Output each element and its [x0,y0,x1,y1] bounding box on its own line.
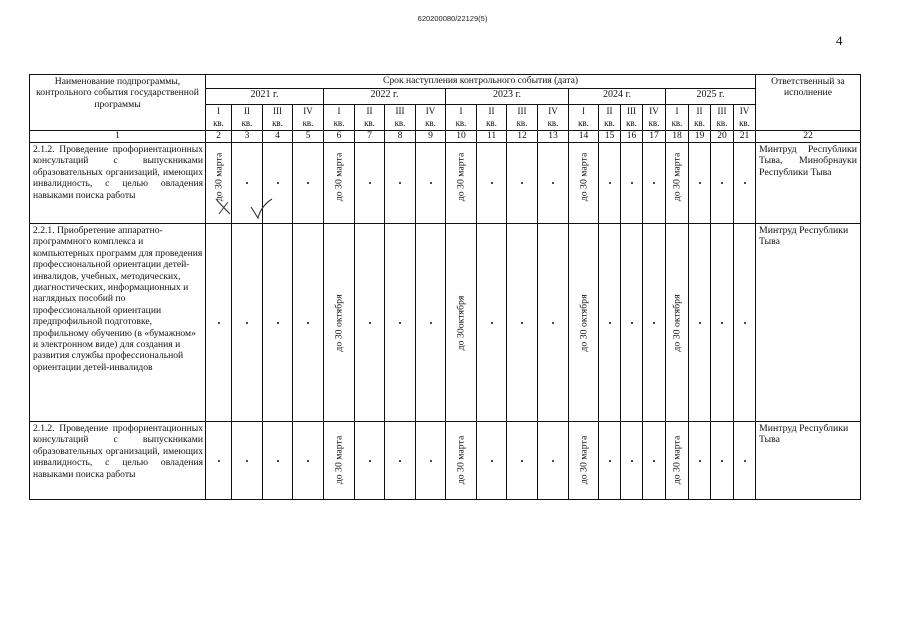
column-number: 8 [385,131,416,143]
empty-period-cell [206,422,232,500]
quarter-roman: II [488,106,495,116]
quarter-kv: кв. [648,118,660,128]
deadline-cell [666,224,689,422]
dash-mark [399,460,401,462]
deadline-cell [446,224,477,422]
quarter-kv: кв. [272,118,283,128]
empty-period-cell [734,422,756,500]
empty-period-cell [538,224,569,422]
header-quarter [734,105,756,131]
empty-period-cell [385,224,416,422]
empty-period-cell [477,143,507,224]
empty-period-cell [599,224,621,422]
deadline-text: до 30 октября [333,293,345,352]
empty-period-cell [232,224,263,422]
empty-period-cell [232,422,263,500]
header-quarter [599,105,621,131]
quarter-roman: I [675,106,679,116]
quarter-kv: кв. [626,118,637,128]
deadline-cell [446,143,477,224]
quarter-kv: кв. [213,118,224,128]
dash-mark [521,182,523,184]
header-quarter [569,105,599,131]
empty-period-cell [206,224,232,422]
column-number: 22 [756,131,861,143]
dash-mark [653,322,655,324]
event-name: 2.2.1. Приобретение аппаратно-программного комплекса и компьютерных программ для проведения профессиональной ориентации детей-инвалидов, учебных, методических, диагностических, информационных и наглядных пособий по профессиональной ориентации предпрофильной подготовке, профильному обучению (в «бумажном» и электронном виде) для создания и развития службы профессиональной ориентации детей-инвалидов [30,224,206,422]
dash-mark [399,322,401,324]
header-quarter [232,105,263,131]
quarter-kv: кв. [394,118,406,128]
empty-period-cell [711,143,734,224]
empty-period-cell [689,143,711,224]
deadline-cell [569,143,599,224]
dash-mark [721,460,723,462]
header-year: 2024 г. [569,89,666,105]
dash-mark [521,460,523,462]
empty-period-cell [538,143,569,224]
dash-mark [430,460,432,462]
header-quarter [621,105,643,131]
dash-mark [246,182,248,184]
quarter-kv: кв. [739,118,750,128]
header-responsible: Ответственный за исполнение [756,75,861,131]
quarter-kv: кв. [578,118,589,128]
empty-period-cell [416,224,446,422]
column-number: 9 [416,131,446,143]
empty-period-cell [416,143,446,224]
deadline-cell [666,422,689,500]
column-number: 7 [355,131,385,143]
dash-mark [369,322,371,324]
column-number: 3 [232,131,263,143]
quarter-kv: кв. [694,118,705,128]
page-number: 4 [836,33,843,48]
empty-period-cell [711,422,734,500]
handwritten-strike-icon [214,196,240,218]
dash-mark [430,322,432,324]
header-quarter [538,105,569,131]
header-quarter [293,105,324,131]
empty-period-cell [293,143,324,224]
empty-period-cell [355,422,385,500]
header-name: Наименование подпрограммы, контрольного события государственной программы [30,75,206,131]
deadline-text: до 30 марта [671,152,683,202]
quarter-roman: IV [303,106,313,116]
header-quarter [263,105,293,131]
column-number: 5 [293,131,324,143]
header-quarter [324,105,355,131]
quarter-kv: кв. [716,118,728,128]
dash-mark [491,322,493,324]
column-number: 4 [263,131,293,143]
empty-period-cell [621,143,643,224]
empty-period-cell [355,143,385,224]
column-number: 19 [689,131,711,143]
column-number: 12 [507,131,538,143]
handwritten-checkmark-icon [248,198,288,224]
header-quarter [416,105,446,131]
dash-mark [277,182,279,184]
dash-mark [491,182,493,184]
quarter-roman: III [273,106,282,116]
quarter-kv: кв. [425,118,436,128]
dash-mark [369,182,371,184]
deadline-text: до 30 марта [333,435,345,485]
control-events-table [29,74,861,500]
quarter-roman: III [627,106,636,116]
empty-period-cell [293,422,324,500]
dash-mark [631,182,633,184]
empty-period-cell [507,422,538,500]
dash-mark [277,322,279,324]
dash-mark [307,182,309,184]
dash-mark [744,322,746,324]
header-period: Срок наступления контрольного события (дата) [206,75,756,89]
deadline-text: до 30 марта [212,152,224,202]
quarter-roman: I [459,106,463,116]
quarter-roman: III [395,106,405,116]
empty-period-cell [643,422,666,500]
empty-period-cell [643,143,666,224]
deadline-text: до 30октября [455,295,467,350]
dash-mark [430,182,432,184]
column-number: 13 [538,131,569,143]
event-name: 2.1.2. Проведение профориентационных консультаций с выпускниками образовательных организаций, имеющих инвалидность, с целью овладения навыками поиска работы [30,143,206,224]
quarter-roman: IV [649,106,659,116]
dash-mark [307,322,309,324]
deadline-text: до 30 марта [577,435,589,485]
deadline-cell [666,143,689,224]
column-number: 16 [621,131,643,143]
event-name: 2.1.2. Проведение профориентационных консультаций с выпускниками образовательных организаций, имеющих инвалидность, с целью овладения навыками поиска работы [30,422,206,500]
deadline-text: до 30 марта [671,435,683,485]
empty-period-cell [507,224,538,422]
empty-period-cell [599,422,621,500]
dash-mark [307,460,309,462]
quarter-roman: II [244,106,250,116]
empty-period-cell [621,422,643,500]
empty-period-cell [711,224,734,422]
column-number: 15 [599,131,621,143]
deadline-text: до 30 марта [455,435,467,485]
quarter-roman: II [696,106,703,116]
dash-mark [744,460,746,462]
quarter-kv: кв. [486,118,497,128]
dash-mark [631,322,633,324]
header-quarter [643,105,666,131]
dash-mark [699,322,701,324]
deadline-cell [324,422,355,500]
empty-period-cell [385,422,416,500]
column-number: 21 [734,131,756,143]
dash-mark [521,322,523,324]
deadline-text: до 30 марта [455,152,467,202]
header-quarter [507,105,538,131]
header-year: 2022 г. [324,89,446,105]
dash-mark [609,322,611,324]
deadline-text: до 30 октября [577,293,589,352]
responsible-cell: Минтруд Республики Тыва [756,422,861,500]
quarter-roman: I [217,106,220,116]
dash-mark [399,182,401,184]
dash-mark [246,460,248,462]
deadline-cell [324,224,355,422]
deadline-text: до 30 октября [671,293,683,352]
quarter-roman: IV [425,106,436,116]
header-quarter [689,105,711,131]
quarter-roman: IV [739,106,750,116]
empty-period-cell [538,422,569,500]
empty-period-cell [689,422,711,500]
deadline-text: до 30 марта [577,152,589,202]
dash-mark [491,460,493,462]
deadline-cell [569,422,599,500]
quarter-kv: кв. [333,118,345,128]
quarter-kv: кв. [604,118,615,128]
empty-period-cell [734,224,756,422]
empty-period-cell [263,422,293,500]
quarter-kv: кв. [364,118,375,128]
column-number: 2 [206,131,232,143]
empty-period-cell [621,224,643,422]
empty-period-cell [477,224,507,422]
empty-period-cell [416,422,446,500]
header-year: 2025 г. [666,89,756,105]
column-number: 11 [477,131,507,143]
column-number: 6 [324,131,355,143]
dash-mark [218,460,220,462]
dash-mark [631,460,633,462]
header-quarter [666,105,689,131]
dash-mark [218,322,220,324]
deadline-cell [324,143,355,224]
header-quarter [355,105,385,131]
dash-mark [721,182,723,184]
quarter-kv: кв. [547,118,559,128]
empty-period-cell [507,143,538,224]
quarter-kv: кв. [516,118,528,128]
quarter-kv: кв. [241,118,253,128]
quarter-roman: II [366,106,373,116]
column-number: 20 [711,131,734,143]
column-number: 10 [446,131,477,143]
dash-mark [609,460,611,462]
empty-period-cell [293,224,324,422]
responsible-cell: Минтруд Республики Тыва [756,224,861,422]
header-quarter [477,105,507,131]
dash-mark [552,322,554,324]
column-number: 17 [643,131,666,143]
header-quarter [446,105,477,131]
quarter-roman: IV [548,106,558,116]
column-number: 18 [666,131,689,143]
column-number: 14 [569,131,599,143]
header-quarter [385,105,416,131]
empty-period-cell [263,224,293,422]
quarter-roman: I [337,106,341,116]
dash-mark [246,322,248,324]
dash-mark [721,322,723,324]
empty-period-cell [477,422,507,500]
empty-period-cell [355,224,385,422]
quarter-kv: кв. [671,118,683,128]
empty-period-cell [599,143,621,224]
quarter-roman: I [582,106,585,116]
dash-mark [609,182,611,184]
dash-mark [699,460,701,462]
dash-mark [699,182,701,184]
header-year: 2021 г. [206,89,324,105]
empty-period-cell [385,143,416,224]
quarter-roman: III [717,106,727,116]
document-id: 620200080/22129(5) [417,14,488,23]
header-quarter [206,105,232,131]
column-number: 1 [30,131,206,143]
responsible-cell: Минтруд Республики Тыва, Минобрнауки Республики Тыва [756,143,861,224]
dash-mark [552,460,554,462]
deadline-cell [569,224,599,422]
empty-period-cell [689,224,711,422]
dash-mark [552,182,554,184]
dash-mark [653,182,655,184]
empty-period-cell [734,143,756,224]
dash-mark [277,460,279,462]
quarter-roman: II [606,106,613,116]
deadline-cell [446,422,477,500]
quarter-kv: кв. [455,118,467,128]
deadline-text: до 30 марта [333,152,345,202]
dash-mark [369,460,371,462]
quarter-roman: III [517,106,527,116]
quarter-kv: кв. [302,118,314,128]
dash-mark [744,182,746,184]
empty-period-cell [643,224,666,422]
dash-mark [653,460,655,462]
header-quarter [711,105,734,131]
header-year: 2023 г. [446,89,569,105]
